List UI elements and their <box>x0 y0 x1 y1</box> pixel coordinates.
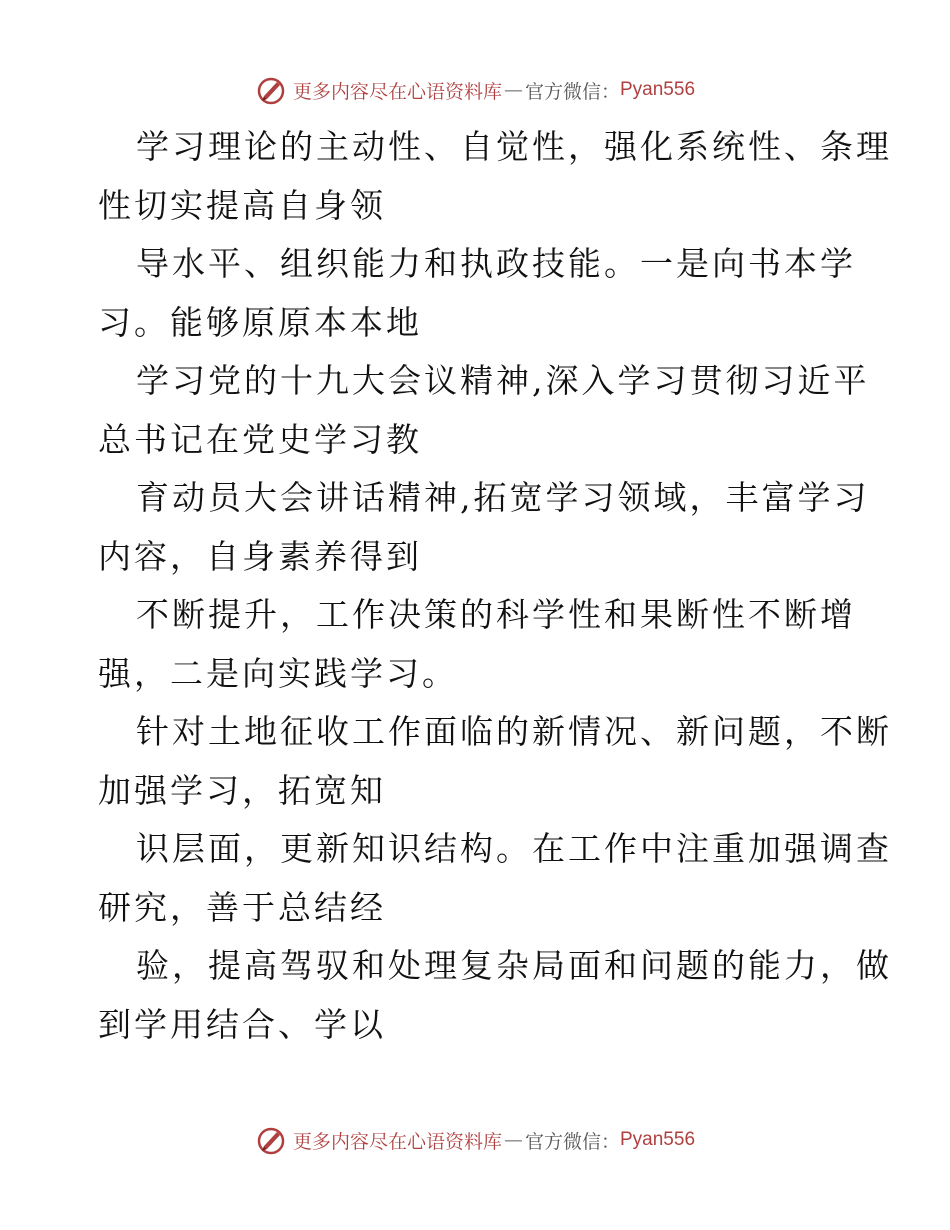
watermark-dash: — <box>503 1129 523 1151</box>
body-line: 到学用结合、学以 <box>98 1004 386 1044</box>
body-line: 学习党的十九大会议精神,深入学习贯彻习近平 <box>136 361 870 400</box>
quill-pen-logo-icon <box>255 74 287 106</box>
watermark-site-text: 更多内容尽在心语资料库 <box>292 1130 502 1153</box>
watermark-site-text: 更多内容尽在心语资料库 <box>292 80 502 103</box>
footer-watermark <box>0 1120 950 1160</box>
watermark-dash: — <box>503 79 523 101</box>
body-line: 内容，自身素养得到 <box>98 536 422 576</box>
body-line: 育动员大会讲话精神,拓宽学习领域，丰富学习 <box>136 478 870 517</box>
header-watermark <box>0 70 950 110</box>
body-line: 识层面，更新知识结构。在工作中注重加强调查 <box>136 829 892 868</box>
watermark-wechat-label: 官方微信： <box>524 80 620 103</box>
body-line: 学习理论的主动性、自觉性，强化系统性、条理 <box>136 127 892 166</box>
watermark-wechat-id: Pyan556 <box>620 1129 696 1150</box>
quill-pen-logo-icon <box>255 1124 287 1156</box>
body-line: 习。能够原原本本地 <box>98 302 422 342</box>
body-line: 导水平、组织能力和执政技能。一是向书本学 <box>136 244 856 283</box>
body-line: 验，提高驾驭和处理复杂局面和问题的能力，做 <box>136 946 892 985</box>
body-line: 强，二是向实践学习。 <box>98 653 458 693</box>
body-line: 性切实提高自身领 <box>98 185 386 225</box>
body-line: 针对土地征收工作面临的新情况、新问题，不断 <box>136 712 892 751</box>
body-line: 研究，善于总结经 <box>98 887 386 927</box>
body-line: 总书记在党史学习教 <box>98 419 422 459</box>
watermark-wechat-id: Pyan556 <box>620 79 696 100</box>
body-line: 加强学习，拓宽知 <box>98 770 386 810</box>
document-body <box>98 118 892 1054</box>
watermark-wechat-label: 官方微信： <box>524 1130 620 1153</box>
body-line: 不断提升，工作决策的科学性和果断性不断增 <box>136 595 856 634</box>
